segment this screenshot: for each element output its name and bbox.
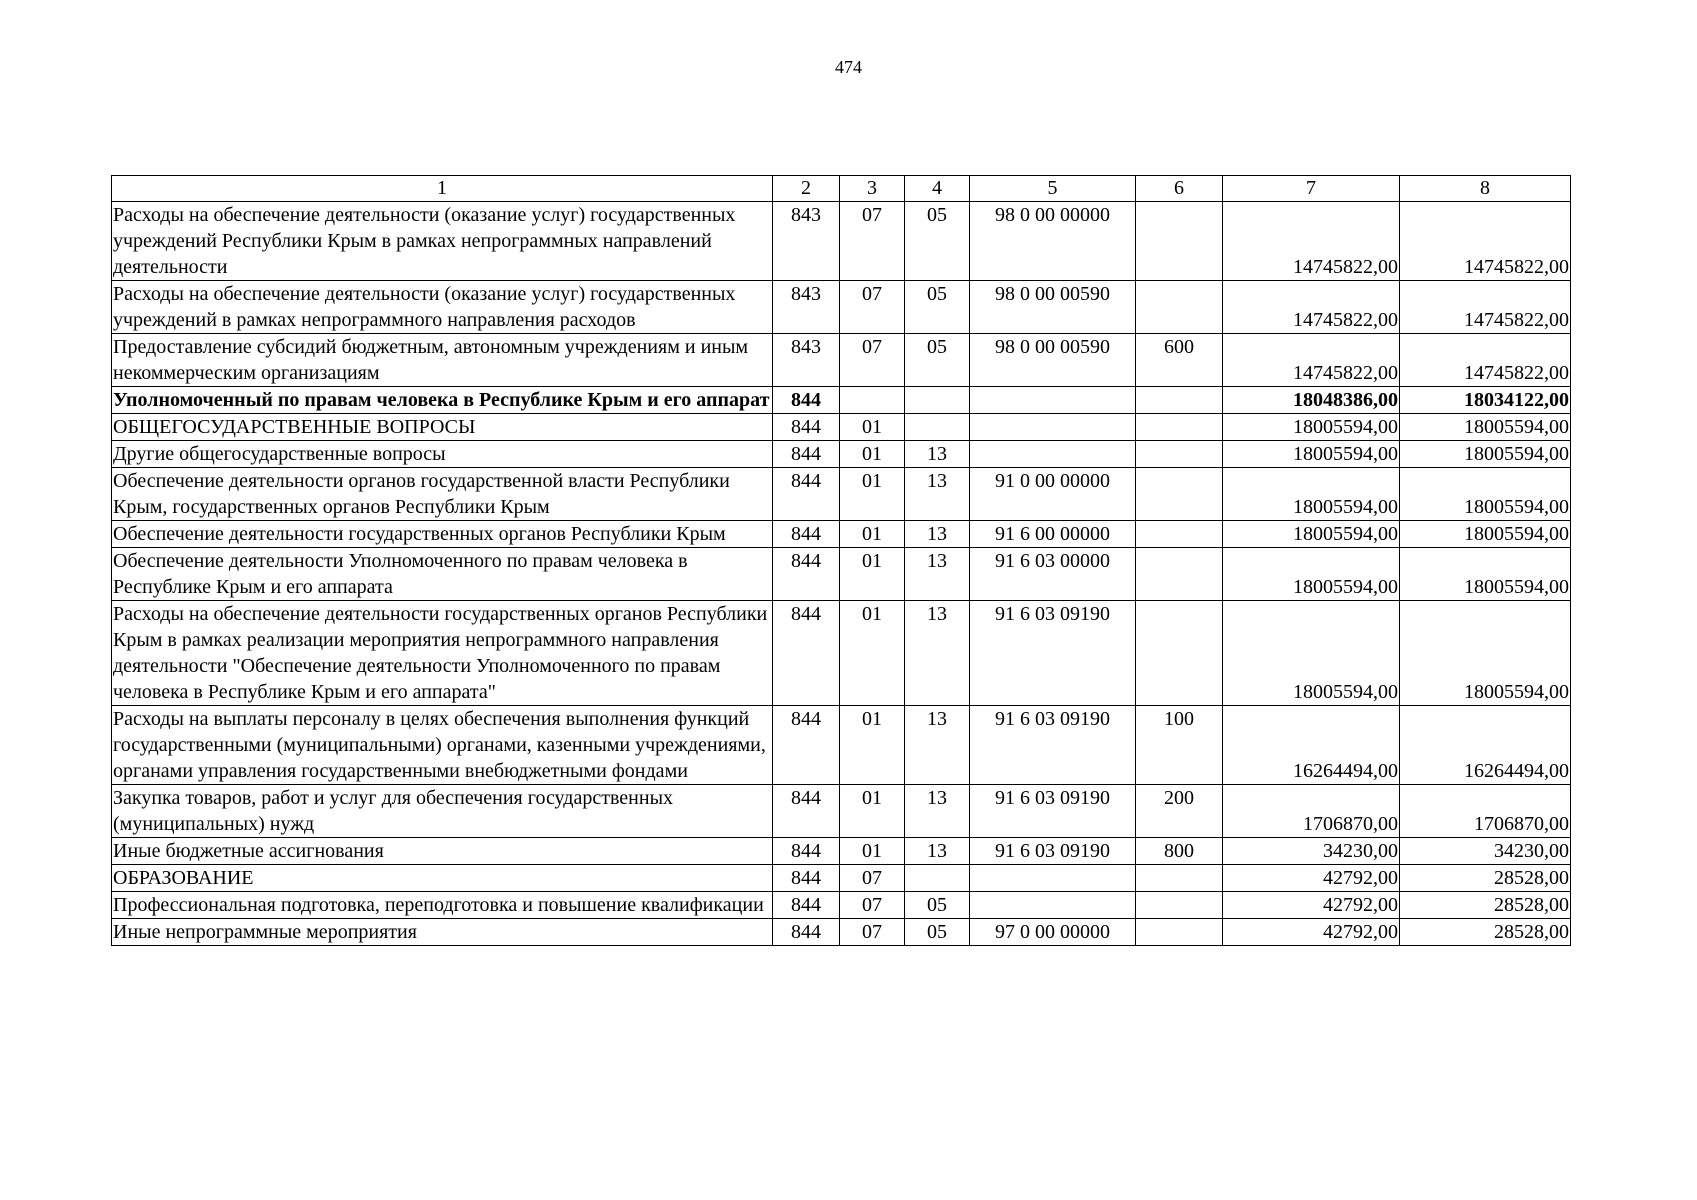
section-code-cell: 07: [840, 919, 905, 946]
item-name-cell: Иные непрограммные мероприятия: [112, 919, 773, 946]
item-name-cell: Уполномоченный по правам человека в Республике Крым и его аппарат: [112, 387, 773, 414]
target-article-cell: 97 0 00 00000: [970, 919, 1136, 946]
expense-type-cell: [1136, 281, 1223, 334]
section-code-cell: 01: [840, 601, 905, 706]
amount-col8-cell: 28528,00: [1400, 865, 1571, 892]
expense-type-cell: [1136, 441, 1223, 468]
amount-col8-cell: 14745822,00: [1400, 202, 1571, 281]
subsection-code-cell: 13: [905, 601, 970, 706]
section-code-cell: 07: [840, 892, 905, 919]
item-name-cell: ОБРАЗОВАНИЕ: [112, 865, 773, 892]
item-name-cell: Предоставление субсидий бюджетным, автономным учреждениям и иным некоммерческим организациям: [112, 334, 773, 387]
subsection-code-cell: 05: [905, 202, 970, 281]
item-name-cell: Обеспечение деятельности государственных органов Республики Крым: [112, 521, 773, 548]
amount-col8-cell: 18005594,00: [1400, 414, 1571, 441]
target-article-cell: 98 0 00 00590: [970, 281, 1136, 334]
amount-col7-cell: 18005594,00: [1223, 548, 1400, 601]
amount-col8-cell: 34230,00: [1400, 838, 1571, 865]
subsection-code-cell: 05: [905, 892, 970, 919]
target-article-cell: 98 0 00 00000: [970, 202, 1136, 281]
item-name-cell: Расходы на обеспечение деятельности государственных органов Республики Крым в рамках реализации мероприятия непрограммного направления деятельности "Обеспечение деятельности Уполномоченного по правам человека в Республике Крым и его аппарата": [112, 601, 773, 706]
amount-col7-cell: 18005594,00: [1223, 521, 1400, 548]
amount-col7-cell: 14745822,00: [1223, 334, 1400, 387]
table-row: [112, 838, 1571, 865]
section-code-cell: 01: [840, 414, 905, 441]
expense-type-cell: [1136, 601, 1223, 706]
item-name-cell: Расходы на обеспечение деятельности (оказание услуг) государственных учреждений Республики Крым в рамках непрограммных направлений деятельности: [112, 202, 773, 281]
department-code-cell: 844: [773, 865, 840, 892]
department-code-cell: 843: [773, 281, 840, 334]
section-code-cell: 01: [840, 441, 905, 468]
amount-col7-cell: 18005594,00: [1223, 414, 1400, 441]
expense-type-cell: [1136, 202, 1223, 281]
table-row: [112, 919, 1571, 946]
department-code-cell: 844: [773, 785, 840, 838]
expense-type-cell: [1136, 892, 1223, 919]
item-name-cell: Профессиональная подготовка, переподготовка и повышение квалификации: [112, 892, 773, 919]
header-cell: 6: [1136, 176, 1223, 202]
subsection-code-cell: 13: [905, 521, 970, 548]
department-code-cell: 843: [773, 202, 840, 281]
department-code-cell: 844: [773, 601, 840, 706]
department-code-cell: 844: [773, 521, 840, 548]
table-row: [112, 387, 1571, 414]
department-code-cell: 844: [773, 706, 840, 785]
amount-col7-cell: 42792,00: [1223, 892, 1400, 919]
item-name-cell: Обеспечение деятельности органов государственной власти Республики Крым, государственных органов Республики Крым: [112, 468, 773, 521]
section-code-cell: 01: [840, 548, 905, 601]
amount-col8-cell: 14745822,00: [1400, 334, 1571, 387]
target-article-cell: [970, 441, 1136, 468]
amount-col8-cell: 18005594,00: [1400, 548, 1571, 601]
table-row: [112, 785, 1571, 838]
amount-col7-cell: 18005594,00: [1223, 601, 1400, 706]
table-row: [112, 468, 1571, 521]
item-name-cell: Обеспечение деятельности Уполномоченного по правам человека в Республике Крым и его аппарата: [112, 548, 773, 601]
expense-type-cell: 800: [1136, 838, 1223, 865]
target-article-cell: 91 0 00 00000: [970, 468, 1136, 521]
amount-col7-cell: 42792,00: [1223, 919, 1400, 946]
header-cell: 2: [773, 176, 840, 202]
table-row: [112, 548, 1571, 601]
header-cell: 4: [905, 176, 970, 202]
item-name-cell: Расходы на обеспечение деятельности (оказание услуг) государственных учреждений в рамках непрограммного направления расходов: [112, 281, 773, 334]
amount-col7-cell: 1706870,00: [1223, 785, 1400, 838]
section-code-cell: 01: [840, 521, 905, 548]
expense-type-cell: 200: [1136, 785, 1223, 838]
amount-col7-cell: 16264494,00: [1223, 706, 1400, 785]
target-article-cell: [970, 387, 1136, 414]
target-article-cell: [970, 414, 1136, 441]
header-cell: 5: [970, 176, 1136, 202]
amount-col7-cell: 18005594,00: [1223, 441, 1400, 468]
item-name-cell: Закупка товаров, работ и услуг для обеспечения государственных (муниципальных) нужд: [112, 785, 773, 838]
amount-col8-cell: 14745822,00: [1400, 281, 1571, 334]
header-cell: 3: [840, 176, 905, 202]
expense-type-cell: [1136, 865, 1223, 892]
table-row: [112, 334, 1571, 387]
section-code-cell: 01: [840, 838, 905, 865]
table-row: [112, 521, 1571, 548]
amount-col8-cell: 28528,00: [1400, 892, 1571, 919]
header-cell: 8: [1400, 176, 1571, 202]
subsection-code-cell: 13: [905, 785, 970, 838]
department-code-cell: 844: [773, 387, 840, 414]
amount-col7-cell: 18048386,00: [1223, 387, 1400, 414]
amount-col7-cell: 34230,00: [1223, 838, 1400, 865]
department-code-cell: 844: [773, 919, 840, 946]
target-article-cell: [970, 892, 1136, 919]
section-code-cell: 01: [840, 785, 905, 838]
subsection-code-cell: 13: [905, 468, 970, 521]
section-code-cell: 07: [840, 281, 905, 334]
section-code-cell: 07: [840, 334, 905, 387]
target-article-cell: 91 6 03 09190: [970, 601, 1136, 706]
department-code-cell: 844: [773, 414, 840, 441]
amount-col8-cell: 16264494,00: [1400, 706, 1571, 785]
table-row: [112, 892, 1571, 919]
page-number: 474: [835, 57, 862, 77]
expense-type-cell: [1136, 414, 1223, 441]
table-row: [112, 865, 1571, 892]
subsection-code-cell: [905, 387, 970, 414]
amount-col7-cell: 14745822,00: [1223, 202, 1400, 281]
section-code-cell: [840, 387, 905, 414]
table-row: [112, 706, 1571, 785]
table-header-row: [112, 176, 1571, 202]
amount-col8-cell: 18005594,00: [1400, 441, 1571, 468]
subsection-code-cell: 13: [905, 441, 970, 468]
department-code-cell: 844: [773, 838, 840, 865]
amount-col7-cell: 42792,00: [1223, 865, 1400, 892]
target-article-cell: 91 6 03 09190: [970, 706, 1136, 785]
department-code-cell: 844: [773, 548, 840, 601]
expense-type-cell: 600: [1136, 334, 1223, 387]
target-article-cell: 98 0 00 00590: [970, 334, 1136, 387]
subsection-code-cell: 05: [905, 281, 970, 334]
table-row: [112, 202, 1571, 281]
target-article-cell: 91 6 03 09190: [970, 785, 1136, 838]
amount-col8-cell: 18005594,00: [1400, 601, 1571, 706]
header-cell: 1: [112, 176, 773, 202]
item-name-cell: Другие общегосударственные вопросы: [112, 441, 773, 468]
subsection-code-cell: [905, 865, 970, 892]
table-row: [112, 601, 1571, 706]
expense-type-cell: [1136, 521, 1223, 548]
amount-col8-cell: 1706870,00: [1400, 785, 1571, 838]
target-article-cell: 91 6 00 00000: [970, 521, 1136, 548]
department-code-cell: 844: [773, 892, 840, 919]
budget-table: [111, 175, 1571, 946]
target-article-cell: 91 6 03 00000: [970, 548, 1136, 601]
subsection-code-cell: [905, 414, 970, 441]
subsection-code-cell: 05: [905, 919, 970, 946]
amount-col8-cell: 18005594,00: [1400, 468, 1571, 521]
section-code-cell: 07: [840, 865, 905, 892]
amount-col7-cell: 14745822,00: [1223, 281, 1400, 334]
department-code-cell: 844: [773, 468, 840, 521]
item-name-cell: ОБЩЕГОСУДАРСТВЕННЫЕ ВОПРОСЫ: [112, 414, 773, 441]
subsection-code-cell: 13: [905, 548, 970, 601]
expense-type-cell: [1136, 387, 1223, 414]
section-code-cell: 07: [840, 202, 905, 281]
expense-type-cell: [1136, 548, 1223, 601]
table-row: [112, 281, 1571, 334]
amount-col8-cell: 18034122,00: [1400, 387, 1571, 414]
department-code-cell: 844: [773, 441, 840, 468]
subsection-code-cell: 05: [905, 334, 970, 387]
section-code-cell: 01: [840, 706, 905, 785]
table-row: [112, 414, 1571, 441]
section-code-cell: 01: [840, 468, 905, 521]
amount-col8-cell: 28528,00: [1400, 919, 1571, 946]
expense-type-cell: [1136, 468, 1223, 521]
subsection-code-cell: 13: [905, 838, 970, 865]
item-name-cell: Иные бюджетные ассигнования: [112, 838, 773, 865]
target-article-cell: [970, 865, 1136, 892]
department-code-cell: 843: [773, 334, 840, 387]
amount-col8-cell: 18005594,00: [1400, 521, 1571, 548]
expense-type-cell: 100: [1136, 706, 1223, 785]
expense-type-cell: [1136, 919, 1223, 946]
subsection-code-cell: 13: [905, 706, 970, 785]
item-name-cell: Расходы на выплаты персоналу в целях обеспечения выполнения функций государственными (муниципальными) органами, казенными учреждениями, органами управления государственными внебюджетными фондами: [112, 706, 773, 785]
table-row: [112, 441, 1571, 468]
header-cell: 7: [1223, 176, 1400, 202]
amount-col7-cell: 18005594,00: [1223, 468, 1400, 521]
target-article-cell: 91 6 03 09190: [970, 838, 1136, 865]
